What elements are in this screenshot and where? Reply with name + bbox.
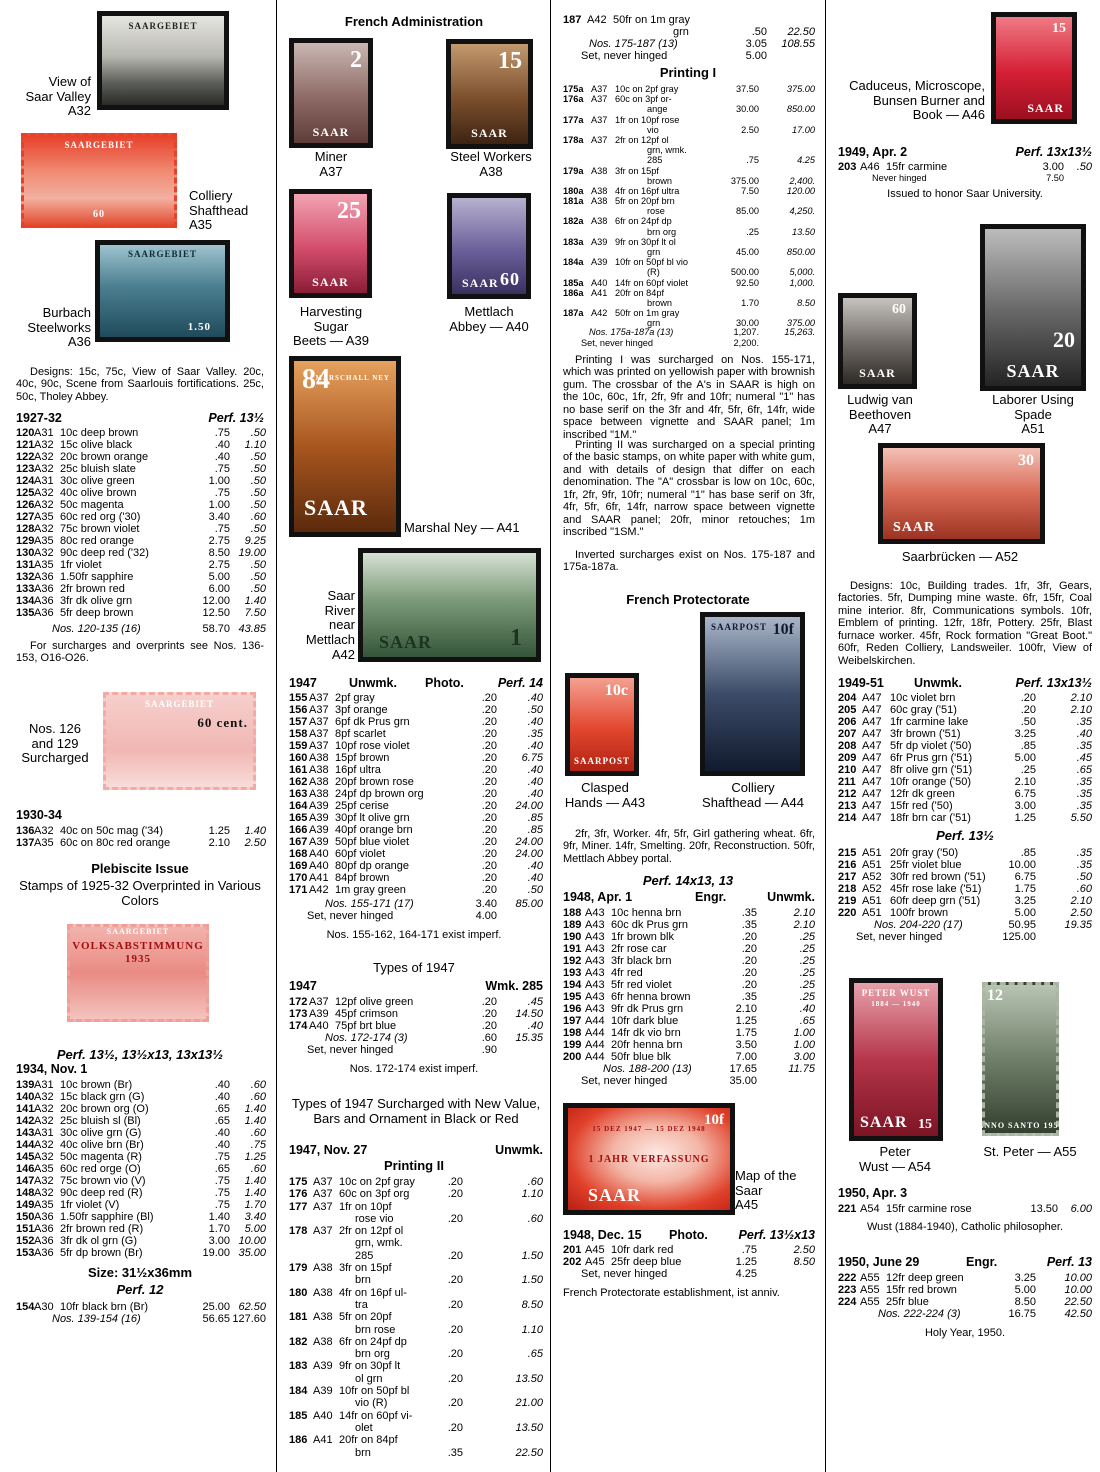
table-row: 186 A41 20fr on 84pf xyxy=(289,1434,398,1447)
printing-i-title: Printing I xyxy=(659,65,717,80)
table-row: 141 A32 20c brown org (O) .65 1.40 xyxy=(16,1103,266,1115)
issue-header-1930: 1930-34 xyxy=(16,808,62,822)
summary-1949-51 xyxy=(838,919,1092,943)
table-row: 180a A38 4fr on 16pf ultra 7.50 120.00 xyxy=(563,185,815,196)
column-divider-1 xyxy=(276,0,277,1472)
never-hinged-203 xyxy=(838,173,1092,184)
table-row: 184a A39 10fr on 50pf bl vio xyxy=(563,257,689,268)
table-row: 140 A32 15c black grn (G) .40 .60 xyxy=(16,1091,266,1103)
table-row: (R) 500.00 5,000. xyxy=(647,267,815,278)
table-row: 187a A42 50fr on 1m gray xyxy=(563,308,680,319)
table-row: 218 A52 45fr rose lake ('51) 1.75 .60 xyxy=(838,883,1092,895)
stamp-187 xyxy=(563,14,815,38)
stamp-surcharged-image: SAARGEBIET 60 cent. xyxy=(97,686,262,796)
caption-a55: St. Peter — A55 xyxy=(983,1144,1077,1159)
summary-1948 xyxy=(563,1063,815,1087)
table-row: 219 A51 60fr deep grn ('51) 3.25 2.10 xyxy=(838,895,1092,907)
stamp-table-1934 xyxy=(16,1079,266,1259)
stamp-a41-image: 84 MARSCHALL NEY SAAR xyxy=(289,356,401,537)
wust-note: Wust (1884-1940), Catholic philosopher. xyxy=(866,1221,1064,1233)
table-row: 121 A32 15c olive black .40 1.10 xyxy=(16,439,266,451)
plebiscite-subtitle: Stamps of 1925-32 Overprinted in Various Colors xyxy=(19,878,261,908)
printing-ii-title: Printing II xyxy=(384,1158,444,1173)
summary-printing-i xyxy=(563,327,815,348)
table-row: vio (R) .20 21.00 xyxy=(355,1397,543,1410)
table-row: 135 A36 5fr deep brown 12.50 7.50 xyxy=(16,607,266,619)
table-row: 125 A32 40c olive brown .75 .50 xyxy=(16,487,266,499)
stamp-203 xyxy=(838,161,1092,173)
caption-a45: Map of the Saar A45 xyxy=(735,1168,797,1213)
table-row: 171 A42 1m gray green .20 .50 xyxy=(289,884,543,896)
stamp-a32-image: SAARGEBIET xyxy=(97,11,229,110)
table-row: 172 A37 12pf olive green .20 .45 xyxy=(289,996,543,1008)
issue-header-1950-june: 1950, June 29 Engr. Perf. 13 xyxy=(838,1255,1092,1269)
caption-a38: Steel Workers A38 xyxy=(450,149,532,179)
table-row: 134 A36 3fr dk olive grn 12.00 1.40 xyxy=(16,595,266,607)
table-row: 214 A47 18fr brn car ('51) 1.25 5.50 xyxy=(838,812,1092,824)
stamp-a42-image: SAAR 1 xyxy=(358,548,541,662)
table-row: 143 A31 30c olive grn (G) .40 .60 xyxy=(16,1127,266,1139)
table-row: Set, never hinged .90 xyxy=(307,1044,497,1056)
table-row: 181 A38 5fr on 20pf xyxy=(289,1311,392,1324)
table-row: Never hinged 7.50 xyxy=(872,173,1064,183)
table-row: 176 A37 60c on 3pf org .20 1.10 xyxy=(289,1188,543,1201)
table-row: 130 A32 90c deep red ('32) 8.50 19.00 xyxy=(16,547,266,559)
issue-header-1949: 1949, Apr. 2 Perf. 13x13½ xyxy=(838,145,1092,159)
table-row: grn 45.00 850.00 xyxy=(647,247,815,257)
table-row: Set, never hinged 35.00 xyxy=(581,1075,757,1087)
stamp-a55-image: 12 ANNO SANTO 1950 xyxy=(977,977,1064,1141)
table-row: 207 A47 3fr brown ('51) 3.25 .40 xyxy=(838,728,1092,740)
table-row: 183 A39 9fr on 30pf lt xyxy=(289,1360,401,1373)
table-row: rose 85.00 4,250. xyxy=(647,206,815,217)
column-2 xyxy=(281,0,547,1472)
issue-header-1947-nov: 1947, Nov. 27 Unwmk. xyxy=(289,1143,543,1157)
table-row: 177 A37 1fr on 10pf xyxy=(289,1200,392,1213)
caption-a35: Colliery Shafthead A35 xyxy=(189,188,249,233)
table-row: 163 A38 24pf dp brown org .20 .40 xyxy=(289,788,543,800)
never-hinged-1948-dec xyxy=(563,1268,815,1280)
table-row: 285 .20 1.50 xyxy=(355,1249,543,1262)
stamp-a46-image: 15 SAAR xyxy=(991,12,1077,124)
table-row: brn rose .20 1.10 xyxy=(355,1323,543,1336)
table-row: 126 A32 50c magenta 1.00 .50 xyxy=(16,499,266,511)
table-row: 128 A32 75c brown violet .75 .50 xyxy=(16,523,266,535)
caption-a52: Saarbrücken — A52 xyxy=(901,549,1019,564)
table-row: 185a A40 14fr on 60pf violet 92.50 1,000. xyxy=(563,277,815,288)
table-row: 178a A37 2fr on 12pf ol xyxy=(563,134,669,145)
caption-a37: Miner A37 xyxy=(314,149,348,179)
table-row: 221 A54 15fr carmine rose 13.50 6.00 xyxy=(838,1203,1092,1215)
table-row: 210 A47 8fr olive grn ('51) .25 .65 xyxy=(838,764,1092,776)
column-3 xyxy=(555,0,821,1472)
caption-a32: View of Saar Valley A32 xyxy=(25,74,91,119)
table-row: 122 A32 20c brown orange .40 .50 xyxy=(16,451,266,463)
table-row: 182 A38 6fr on 24pf dp xyxy=(289,1335,407,1348)
table-row: 124 A31 30c olive green 1.00 .50 xyxy=(16,475,266,487)
table-row: 145 A32 50c magenta (R) .75 1.25 xyxy=(16,1151,266,1163)
caption-a47: Ludwig van Beethoven A47 xyxy=(847,392,913,437)
issue-header-1927: 1927-32 Perf. 13½ xyxy=(16,411,264,425)
table-row: olet .20 13.50 xyxy=(355,1421,543,1434)
stamp-table-154 xyxy=(16,1301,266,1325)
stamp-table-1947 xyxy=(289,692,543,896)
perf-13-half: Perf. 13½ xyxy=(936,828,994,843)
stamp-table-1927 xyxy=(16,427,266,619)
column-1 xyxy=(0,0,272,1472)
table-row: 174 A40 75pf brt blue .20 .40 xyxy=(289,1020,543,1032)
table-row: brn org .20 .65 xyxy=(355,1348,543,1361)
caption-a40: Mettlach Abbey — A40 xyxy=(449,304,529,334)
issue-header-1948-dec: 1948, Dec. 15 Photo. Perf. 13½x13 xyxy=(563,1228,815,1242)
table-row: Nos. 188-200 (13) 17.65 11.75 xyxy=(603,1063,815,1075)
table-row: 196 A43 9fr dk Prus grn 2.10 .40 xyxy=(563,1003,815,1015)
table-row: Nos. 175-187 (13) 3.05 108.55 xyxy=(589,38,815,50)
table-row: 156 A37 3pf orange .20 .50 xyxy=(289,704,543,716)
table-row: 157 A37 6pf dk Prus grn .20 .40 xyxy=(289,716,543,728)
stamp-table-1947-wmk xyxy=(289,996,543,1032)
table-row: brn org .25 13.50 xyxy=(647,226,815,237)
issue-header-1948: 1948, Apr. 1 Engr. Unwmk. xyxy=(563,890,815,904)
imperf-note-1947: Nos. 155-162, 164-171 exist imperf. xyxy=(326,929,502,941)
stamp-table-1948 xyxy=(563,907,815,1063)
designs-note-1927: Designs: 15c, 75c, View of Saar Valley. 20c, 40c, 90c, Scene from Saarlouis fortifications. 25c, 50c, Tholey Abbey. xyxy=(16,366,264,403)
table-row: 133 A36 2fr brown red 6.00 .50 xyxy=(16,583,266,595)
table-row: 200 A44 50fr blue blk 7.00 3.00 xyxy=(563,1051,815,1063)
table-row: 158 A37 8pf scarlet .20 .35 xyxy=(289,728,543,740)
table-row: 153 A36 5fr dp brown (Br) 19.00 35.00 xyxy=(16,1247,266,1259)
table-row: 181a A38 5fr on 20pf brn xyxy=(563,196,675,207)
stamp-a51-image: 20 SAAR xyxy=(980,224,1086,391)
table-row: 201 A45 10fr dark red .75 2.50 xyxy=(563,1244,815,1256)
caption-a44: Colliery Shafthead — A44 xyxy=(702,780,804,810)
table-row: 285 .75 4.25 xyxy=(647,155,815,166)
table-row: 185 A40 14fr on 60pf vi- xyxy=(289,1409,413,1422)
table-row: 150 A36 1.50fr sapphire (Bl) 1.40 3.40 xyxy=(16,1211,266,1223)
table-row: 168 A40 60pf violet .20 24.00 xyxy=(289,848,543,860)
table-row: 198 A44 14fr dk vio brn 1.75 1.00 xyxy=(563,1027,815,1039)
table-row: 191 A43 2fr rose car .20 .25 xyxy=(563,943,815,955)
table-row: Nos. 120-135 (16) 58.70 43.85 xyxy=(52,623,266,635)
table-row: 222 A55 12fr deep green 3.25 10.00 xyxy=(838,1272,1092,1284)
table-row: 184 A39 10fr on 50pf bl xyxy=(289,1385,410,1398)
table-row: 179 A38 3fr on 15pf xyxy=(289,1262,392,1275)
table-row: 178 A37 2fr on 12pf ol xyxy=(289,1225,404,1238)
table-row: vio 2.50 17.00 xyxy=(647,124,815,135)
caption-a43: Clasped Hands — A43 xyxy=(564,780,646,810)
table-row: 120 A31 10c deep brown .75 .50 xyxy=(16,427,266,439)
table-row: 161 A38 16pf ultra .20 .40 xyxy=(289,764,543,776)
table-row: 180 A38 4fr on 16pf ul- xyxy=(289,1286,407,1299)
section-title-french-administration: French Administration xyxy=(344,14,484,29)
size-note: Size: 31½x36mm xyxy=(87,1265,193,1280)
table-row: 186a A41 20fr on 84pf xyxy=(563,287,665,298)
table-row: tra .20 8.50 xyxy=(355,1298,543,1311)
stamp-table-printing-i xyxy=(563,84,815,329)
stamp-a40-image: SAAR 60 xyxy=(447,193,531,299)
types-of-1947: Types of 1947 xyxy=(373,960,455,975)
table-row: 206 A47 1fr carmine lake .50 .35 xyxy=(838,716,1092,728)
table-row: 199 A44 20fr henna brn 3.50 1.00 xyxy=(563,1039,815,1051)
table-row: 197 A44 10fr dark blue 1.25 .65 xyxy=(563,1015,815,1027)
table-row: brown 1.70 8.50 xyxy=(647,297,815,308)
designs-note-1949: Designs: 10c, Building trades. 1fr, 3fr, Gears, factories. 5fr, Dumping mine waste. 6fr, 15fr, Coal mine interior. 8fr, Communications symbols. 10fr, Emblem of printing. 12fr, 18fr, Pottery. 25fr, Blast furnace worker. 45fr, Rock formation "Great Boot." 60fr, Reden Colliery, Landsweiler. 100fr, View of Weibelskirchen. xyxy=(838,580,1092,667)
summary-187 xyxy=(563,38,815,62)
summary-1950-june xyxy=(838,1308,1092,1320)
table-row: 173 A39 45pf crimson .20 14.50 xyxy=(289,1008,543,1020)
table-row: 162 A38 20pf brown rose .20 .40 xyxy=(289,776,543,788)
honor-note: Issued to honor Saar University. xyxy=(887,188,1043,200)
table-row: 176a A37 60c on 3pf or- xyxy=(563,94,672,105)
table-row: Set, never hinged 4.25 xyxy=(581,1268,757,1280)
table-row: grn, wmk. xyxy=(647,145,687,156)
table-row: 123 A32 25c bluish slate .75 .50 xyxy=(16,463,266,475)
stamp-table-1947-nov xyxy=(289,1176,543,1459)
table-row: 189 A43 60c dk Prus grn .35 2.10 xyxy=(563,919,815,931)
stamp-a44-image: SAARPOST 10f xyxy=(700,612,805,776)
table-row: 142 A32 25c bluish sl (Bl) .65 1.40 xyxy=(16,1115,266,1127)
stamp-table-1949-51-b xyxy=(838,847,1092,919)
table-row: 182a A38 6fr on 24pf dp xyxy=(563,216,672,227)
table-row: 183a A39 9fr on 30pf lt ol xyxy=(563,236,676,247)
designs-note-1948: 2fr, 3fr, Worker. 4fr, 5fr, Girl gathering wheat. 6fr, 9fr, Miner. 14fr, Smelting. 20fr, Reconstruction. 50fr, Mettlach Abbey portal. xyxy=(563,828,815,865)
table-row: grn 30.00 375.00 xyxy=(647,318,815,329)
table-row: 147 A32 75c brown vio (V) .75 1.40 xyxy=(16,1175,266,1187)
stamp-table-1949-51 xyxy=(838,692,1092,824)
table-row: Nos. 222-224 (3) 16.75 42.50 xyxy=(878,1308,1092,1320)
table-row: brown 375.00 2,400. xyxy=(647,175,815,186)
perf-line-1934: Perf. 13½, 13½x13, 13x13½ xyxy=(56,1047,224,1062)
table-row: 127 A35 60c red org ('30) 3.40 .60 xyxy=(16,511,266,523)
table-row: 129 A35 80c red orange 2.75 9.25 xyxy=(16,535,266,547)
summary-1947-wmk xyxy=(289,1032,543,1056)
table-row: 151 A36 2fr brown red (R) 1.70 5.00 xyxy=(16,1223,266,1235)
types-surcharged-title: Types of 1947 Surcharged with New Value, Bars and Ornament in Black or Red xyxy=(291,1096,541,1126)
stamp-a36-image: SAARGEBIET 1.50 xyxy=(95,240,230,342)
table-row: 192 A43 3fr black brn .20 .25 xyxy=(563,955,815,967)
table-row: Set, never hinged 125.00 xyxy=(856,931,1036,943)
holy-year-note: Holy Year, 1950. xyxy=(924,1327,1006,1339)
table-row: brn .35 22.50 xyxy=(355,1446,543,1459)
table-row: 194 A43 5fr red violet .20 .25 xyxy=(563,979,815,991)
table-row: 202 A45 25fr deep blue 1.25 8.50 xyxy=(563,1256,815,1268)
caption-a46: Caduceus, Microscope, Bunsen Burner and Book — A46 xyxy=(849,78,985,123)
table-row: 170 A41 84pf brown .20 .40 xyxy=(289,872,543,884)
stamp-a52-image: 30 SAAR xyxy=(878,443,1045,544)
printing-note-2: Printing II was surcharged on a special printing of the basic stamps, on white paper with white gum, and with details of design that differ on each denomination. The "A" crossbar is low on 10c, 60c, 1fr, 2fr, 9fr, 10fr; numeral "1" has base serif on 3fr, 4fr, 5fr, 6fr, 14fr, narrow space between vignette and SAAR panel; 20fr, minor retouches; 1m inscribed "1SM." xyxy=(563,439,815,538)
table-row: grn .50 22.50 xyxy=(673,26,815,38)
table-row: 137 A35 60c on 80c red orange 2.10 2.50 xyxy=(16,837,266,849)
table-row: 159 A37 10pf rose violet .20 .40 xyxy=(289,740,543,752)
caption-a36: Burbach Steelworks A36 xyxy=(27,305,91,350)
caption-surcharged: Nos. 126 and 129 Surcharged xyxy=(21,721,89,766)
column-divider-3 xyxy=(825,0,826,1472)
table-row: ange 30.00 850.00 xyxy=(647,104,815,115)
issue-header-1947: 1947 Unwmk. Photo. Perf. 14 xyxy=(289,676,543,690)
table-row: 175a A37 10c on 2pf gray 37.50 375.00 xyxy=(563,84,815,94)
table-row: 216 A51 25fr violet blue 10.00 .35 xyxy=(838,859,1092,871)
perf-12: Perf. 12 xyxy=(116,1282,164,1297)
stamp-a37-image: 2 SAAR xyxy=(289,38,373,148)
table-row: Nos. 204-220 (17) 50.95 19.35 xyxy=(874,919,1092,931)
stamp-a39-image: 25 SAAR xyxy=(289,189,372,298)
surcharge-note: For surcharges and overprints see Nos. 136-153, O16-O26. xyxy=(16,640,264,665)
table-row: Set, never hinged 5.00 xyxy=(581,50,767,62)
table-row: 179a A38 3fr on 15pf xyxy=(563,165,659,176)
column-4 xyxy=(830,0,1100,1472)
stamp-a38-image: 15 SAAR xyxy=(446,39,533,149)
table-row: 193 A43 4fr red .20 .25 xyxy=(563,967,815,979)
table-row: 215 A51 20fr gray ('50) .85 .35 xyxy=(838,847,1092,859)
caption-a39: Harvesting Sugar Beets — A39 xyxy=(293,304,369,349)
table-row: 213 A47 15fr red ('50) 3.00 .35 xyxy=(838,800,1092,812)
table-row: Nos. 139-154 (16) 56.65 127.60 xyxy=(52,1313,266,1325)
table-row: ol grn .20 13.50 xyxy=(355,1372,543,1385)
table-row: 224 A55 25fr blue 8.50 22.50 xyxy=(838,1296,1092,1308)
table-row: 220 A51 100fr brown 5.00 2.50 xyxy=(838,907,1092,919)
table-row: 203 A46 15fr carmine 3.00 .50 xyxy=(838,161,1092,173)
table-row: 139 A31 10c brown (Br) .40 .60 xyxy=(16,1079,266,1091)
stamp-a35-image: SAARGEBIET 60 xyxy=(15,127,183,234)
table-row: Nos. 155-171 (17) 3.40 85.00 xyxy=(325,898,543,910)
table-row: Nos. 172-174 (3) .60 15.35 xyxy=(325,1032,543,1044)
table-row: 152 A36 3fr dk ol grn (G) 3.00 10.00 xyxy=(16,1235,266,1247)
perf-14x13: Perf. 14x13, 13 xyxy=(642,873,734,888)
table-row: 188 A43 10c henna brn .35 2.10 xyxy=(563,907,815,919)
table-row: 131 A35 1fr violet 2.75 .50 xyxy=(16,559,266,571)
plebiscite-title: Plebiscite Issue xyxy=(91,861,189,876)
issue-header-1947-wmk: 1947 Wmk. 285 xyxy=(289,979,543,993)
caption-a42: Saar River near Mettlach A42 xyxy=(305,588,355,662)
table-row: 190 A43 1fr brown blk .20 .25 xyxy=(563,931,815,943)
column-divider-2 xyxy=(550,0,551,1472)
table-row: 149 A35 1fr violet (V) .75 1.70 xyxy=(16,1199,266,1211)
stamp-221 xyxy=(838,1203,1092,1215)
protectorate-note: French Protectorate establishment, ist anniv. xyxy=(563,1287,780,1299)
table-row: 154 A30 10fr black brn (Br) 25.00 62.50 xyxy=(16,1301,266,1313)
table-row: 169 A40 80pf dp orange .20 .40 xyxy=(289,860,543,872)
table-row: grn, wmk. xyxy=(355,1237,403,1250)
stamp-table-1950-june xyxy=(838,1272,1092,1308)
table-row: 209 A47 6fr Prus grn ('51) 5.00 .45 xyxy=(838,752,1092,764)
stamp-table-1930 xyxy=(16,825,266,849)
summary-1947 xyxy=(289,898,543,922)
stamp-a45-image: 15 DEZ 1947 — 15 DEZ 1948 1 JAHR VERFASSUNG 10f SAAR xyxy=(563,1103,735,1215)
table-row: 164 A39 25pf cerise .20 24.00 xyxy=(289,800,543,812)
table-row: 177a A37 1fr on 10pf rose xyxy=(563,114,680,125)
table-row: 148 A32 90c deep red (R) .75 1.40 xyxy=(16,1187,266,1199)
table-row: 195 A43 6fr henna brown .35 .25 xyxy=(563,991,815,1003)
printing-note-1: Printing I was surcharged on Nos. 155-171, which was printed on yellowish paper with brownish gum. The crossbar of the A's in SAAR is high on the 10c, 60c, 1fr, 2fr, 9fr and 10fr; numeral "1" has no base serif on the 3fr and 4fr, 5fr, 6fr, 14fr, wide space between vignette and SAAR panel; 1m inscribed "1M." xyxy=(563,354,815,441)
stamp-table-1948-dec xyxy=(563,1244,815,1268)
table-row: 223 A55 15fr red brown 5.00 10.00 xyxy=(838,1284,1092,1296)
table-row: 204 A47 10c violet brn .20 2.10 xyxy=(838,692,1092,704)
table-row: 208 A47 5fr dp violet ('50) .85 .35 xyxy=(838,740,1092,752)
table-row: Set, never hinged 2,200. xyxy=(581,337,759,348)
caption-a54: Peter Wust — A54 xyxy=(858,1144,931,1174)
table-row: 187 A42 50fr on 1m gray xyxy=(563,14,691,26)
stamp-a43-image: 10c SAARPOST xyxy=(565,673,639,776)
stamp-a54-image: PETER WUST 1884 — 1940 SAAR 15 xyxy=(849,978,943,1141)
table-row: 165 A39 30pf lt olive grn .20 .85 xyxy=(289,812,543,824)
table-row: 167 A39 50pf blue violet .20 24.00 xyxy=(289,836,543,848)
caption-a41: Marshal Ney — A41 xyxy=(404,520,520,535)
table-row: 132 A36 1.50fr sapphire 5.00 .50 xyxy=(16,571,266,583)
table-row: Set, never hinged 4.00 xyxy=(307,910,497,922)
issue-header-1949-51: 1949-51 Unwmk. Perf. 13x13½ xyxy=(838,676,1092,690)
imperf-note-1947-wmk: Nos. 172-174 exist imperf. xyxy=(349,1063,479,1075)
summary-1927 xyxy=(16,623,266,635)
issue-header-1950: 1950, Apr. 3 xyxy=(838,1186,908,1200)
stamp-plebiscite-image: SAARGEBIET VOLKSABSTIMMUNG 1935 xyxy=(61,918,215,1028)
table-row: Nos. 175a-187a (13) 1,207. 15,263. xyxy=(589,327,815,337)
stamp-a47-image: 60 SAAR xyxy=(838,293,917,389)
table-row: brn .20 1.50 xyxy=(355,1274,543,1287)
caption-a51: Laborer Using Spade A51 xyxy=(992,392,1074,437)
table-row: 160 A38 15pf brown .20 6.75 xyxy=(289,752,543,764)
issue-header-1934: 1934, Nov. 1 xyxy=(16,1062,88,1076)
table-row: 146 A35 60c red orge (O) .65 .60 xyxy=(16,1163,266,1175)
table-row: 212 A47 12fr dk green 6.75 .35 xyxy=(838,788,1092,800)
section-title-french-protectorate: French Protectorate xyxy=(626,592,750,607)
table-row: 166 A39 40pf orange brn .20 .85 xyxy=(289,824,543,836)
table-row: 136 A32 40c on 50c mag ('34) 1.25 1.40 xyxy=(16,825,266,837)
printing-note-3: Inverted surcharges exist on Nos. 175-187 and 175a-187a. xyxy=(563,549,815,574)
table-row: 155 A37 2pf gray .20 .40 xyxy=(289,692,543,704)
table-row: 144 A32 40c olive brn (Br) .40 .75 xyxy=(16,1139,266,1151)
table-row: rose vio .20 .60 xyxy=(355,1212,543,1225)
table-row: 175 A37 10c on 2pf gray .20 .60 xyxy=(289,1176,543,1188)
table-row: 217 A52 30fr red brown ('51) 6.75 .50 xyxy=(838,871,1092,883)
table-row: 211 A47 10fr orange ('50) 2.10 .35 xyxy=(838,776,1092,788)
table-row: 205 A47 60c gray ('51) .20 2.10 xyxy=(838,704,1092,716)
